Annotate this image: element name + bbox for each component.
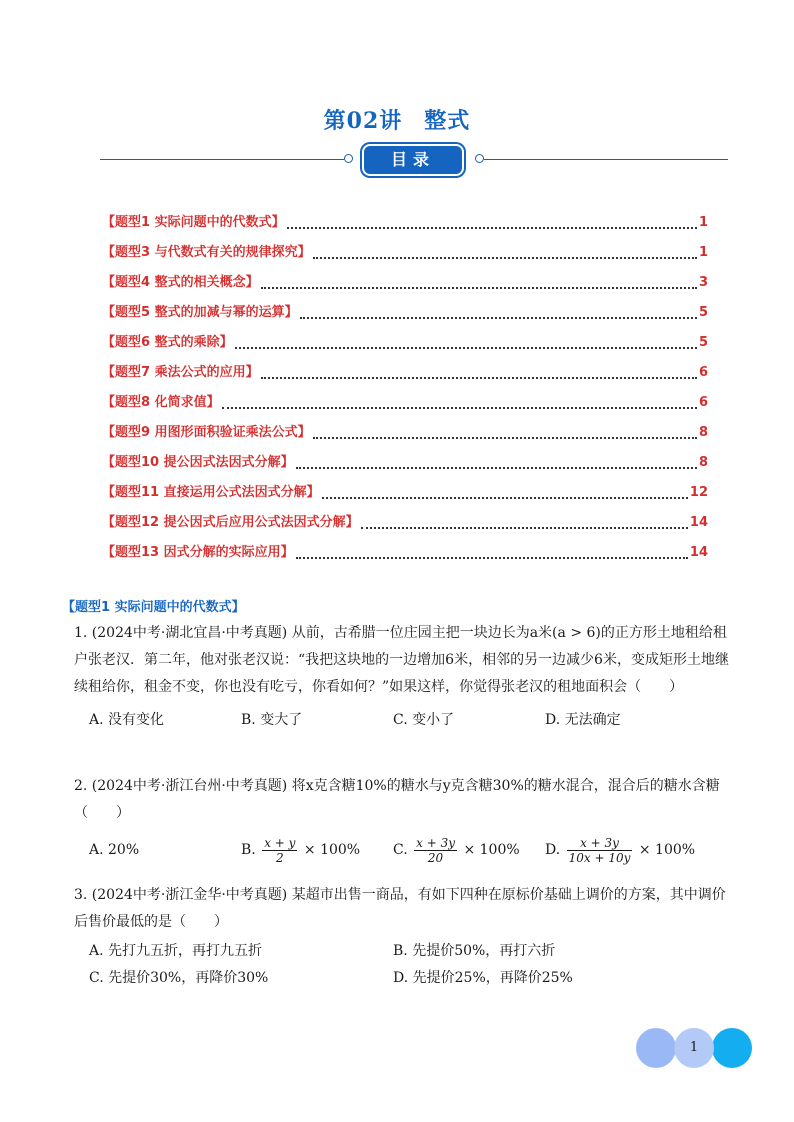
toc-entry[interactable] (102, 298, 708, 328)
answer-options (89, 705, 734, 735)
page-title (0, 104, 794, 135)
toc-entry[interactable] (102, 478, 708, 508)
toc-entry-page: 5 (698, 305, 708, 320)
fraction (414, 836, 457, 865)
option-d[interactable]: D. 无法确定 (545, 712, 621, 728)
question-stem: 1. (2024中考·湖北宜昌·中考真题) 从前，古希腊一位庄园主把一块边长为a米(a > 6)的正方形土地租给租户张老汉．第二年，他对张老汉说：“我把这块地的一边增加6米，相邻的另一边减少6米，变成矩形土地继续租给你，租金不变，你也没有吃亏，你看如何？”如果这样，你觉得张老汉的租地面积会（ ） (74, 625, 729, 695)
toc-entry[interactable] (102, 208, 708, 238)
toc-divider-right (484, 159, 728, 160)
option-c[interactable]: C. 先提价30%，再降价30% (89, 970, 269, 986)
toc-entry-label: 【题型1 实际问题中的代数式】 (102, 215, 285, 230)
toc-badge: 目录 (362, 144, 464, 176)
toc-entry-label: 【题型6 整式的乘除】 (102, 335, 233, 350)
toc-entry-label: 【题型9 用图形面积验证乘法公式】 (102, 425, 311, 440)
toc-leader (322, 497, 688, 499)
option-b[interactable]: B. 变大了 (241, 712, 303, 728)
option-d[interactable]: D. 先提价25%，再降价25% (393, 970, 573, 986)
toc-entry[interactable] (102, 538, 708, 568)
option-c-prefix: C. (393, 842, 408, 858)
toc-divider-right-circle (475, 154, 484, 163)
question-stem: 3. (2024中考·浙江金华·中考真题) 某超市出售一商品，有如下四种在原标价基础上调价的方案，其中调价后售价最低的是（ ） (74, 887, 726, 930)
toc-leader (261, 287, 697, 289)
option-c[interactable] (393, 835, 545, 865)
option-c[interactable]: C. 变小了 (393, 712, 455, 728)
toc-entry-page: 8 (698, 425, 708, 440)
toc-entry[interactable] (102, 448, 708, 478)
fraction-denominator: 10x + 10y (568, 850, 631, 865)
option-d-suffix: × 100% (638, 842, 696, 858)
toc-entry-page: 12 (689, 485, 708, 500)
toc-entry-page: 14 (689, 515, 708, 530)
page-number: 1 (689, 1040, 699, 1055)
toc-entry-page: 6 (698, 365, 708, 380)
fraction-numerator: x + y (264, 835, 296, 850)
toc-entry-label: 【题型3 与代数式有关的规律探究】 (102, 245, 311, 260)
page-number-badge (636, 1028, 754, 1068)
toc-entry-page: 1 (698, 245, 708, 260)
fraction-numerator: x + 3y (416, 835, 455, 850)
toc-entry-page: 3 (698, 275, 708, 290)
option-a[interactable]: A. 没有变化 (89, 712, 165, 728)
toc-entry-label: 【题型12 提公因式后应用公式法因式分解】 (102, 515, 359, 530)
title-topic: 整式 (424, 108, 471, 134)
option-b-suffix: × 100% (303, 842, 361, 858)
toc-entry-label: 【题型8 化简求值】 (102, 395, 220, 410)
toc-divider-left-circle (344, 154, 353, 163)
toc-leader (361, 527, 688, 529)
toc-entry-label: 【题型13 因式分解的实际应用】 (102, 545, 294, 560)
toc-entry-page: 1 (698, 215, 708, 230)
question-stem: 2. (2024中考·浙江台州·中考真题) 将x克含糖10%的糖水与y克含糖30%的糖水混合，混合后的糖水含糖（ ） (74, 778, 720, 821)
toc-entry-label: 【题型7 乘法公式的应用】 (102, 365, 259, 380)
toc-divider-left (100, 159, 344, 160)
toc-entry[interactable] (102, 328, 708, 358)
question-2 (74, 773, 734, 865)
answer-options (89, 938, 734, 992)
option-a[interactable]: A. 先打九五折，再打九五折 (89, 943, 263, 959)
table-of-contents (102, 208, 708, 568)
toc-leader (235, 347, 697, 349)
title-lecture: 第02讲 (323, 108, 403, 134)
option-c-suffix: × 100% (463, 842, 520, 858)
section-heading: 【题型1 实际问题中的代数式】 (62, 600, 245, 615)
option-b-prefix: B. (241, 842, 256, 858)
toc-entry[interactable] (102, 508, 708, 538)
toc-leader (313, 437, 697, 439)
option-b[interactable]: B. 先提价50%，再打六折 (393, 943, 556, 959)
toc-entry-label: 【题型11 直接运用公式法因式分解】 (102, 485, 320, 500)
toc-entry[interactable] (102, 418, 708, 448)
toc-leader (222, 407, 697, 409)
fraction-denominator: 2 (276, 850, 284, 865)
toc-entry-label: 【题型10 提公因式法因式分解】 (102, 455, 294, 470)
fraction (567, 836, 633, 865)
question-3 (74, 882, 734, 992)
toc-leader (313, 257, 697, 259)
toc-leader (296, 467, 697, 469)
toc-leader (287, 227, 697, 229)
option-a[interactable]: A. 20% (89, 842, 140, 858)
toc-entry-label: 【题型4 整式的相关概念】 (102, 275, 259, 290)
pager-circle-left (636, 1028, 676, 1068)
fraction-denominator: 20 (427, 850, 444, 865)
toc-entry-page: 8 (698, 455, 708, 470)
toc-entry[interactable] (102, 358, 708, 388)
pager-circle-right (712, 1028, 752, 1068)
toc-entry[interactable] (102, 238, 708, 268)
toc-entry-page: 5 (698, 335, 708, 350)
option-d[interactable] (545, 835, 697, 865)
toc-entry[interactable] (102, 388, 708, 418)
fraction (262, 836, 297, 865)
toc-leader (300, 317, 697, 319)
option-b[interactable] (241, 835, 393, 865)
toc-entry-label: 【题型5 整式的加减与幂的运算】 (102, 305, 298, 320)
option-d-prefix: D. (545, 842, 561, 858)
toc-leader (261, 377, 697, 379)
toc-leader (296, 557, 688, 559)
answer-options (89, 835, 734, 865)
toc-entry-page: 6 (698, 395, 708, 410)
question-1 (74, 620, 734, 735)
toc-entry[interactable] (102, 268, 708, 298)
toc-entry-page: 14 (689, 545, 708, 560)
fraction-numerator: x + 3y (567, 836, 633, 851)
